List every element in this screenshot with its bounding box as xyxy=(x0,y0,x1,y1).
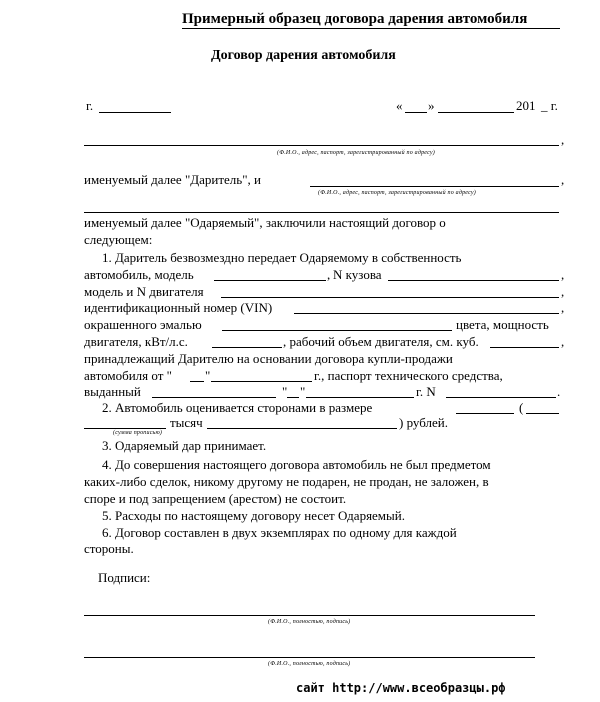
color-power-label: цвета, мощность xyxy=(456,317,549,332)
paint-label: окрашенного эмалью xyxy=(84,317,202,332)
giver-blank xyxy=(84,145,559,146)
clause3: 3. Одаряемый дар принимает. xyxy=(102,438,267,453)
date-open-quote: « xyxy=(396,98,403,113)
footer-site-link[interactable]: сайт http://www.всеобразцы.рф xyxy=(296,681,506,695)
comma: , xyxy=(561,172,565,187)
body-no-label: N кузова xyxy=(333,267,382,282)
year-no-label: г. N xyxy=(416,384,436,399)
doc-heading: Примерный образец договора дарения автомобиля xyxy=(182,11,528,27)
quote-close: " xyxy=(300,384,306,399)
following: следующем: xyxy=(84,232,153,247)
model-blank xyxy=(214,280,326,281)
receiver-blank xyxy=(310,186,559,187)
issued-month-blank xyxy=(306,397,414,398)
clause5: 5. Расходы по настоящему договору несет Одаряемый. xyxy=(102,508,405,523)
paint-blank xyxy=(222,330,452,331)
paren-open: ( xyxy=(519,400,524,415)
body-no-blank xyxy=(388,280,559,281)
issued-blank xyxy=(152,397,276,398)
year-prefix: 201 xyxy=(516,98,536,113)
doc-title: Договор дарения автомобиля xyxy=(211,48,396,63)
comma: , xyxy=(561,334,565,349)
price-words-blank-2 xyxy=(84,428,166,429)
comma: , xyxy=(561,267,565,282)
month-blank xyxy=(438,112,514,113)
quote-open: " xyxy=(282,384,288,399)
giver-named: именуемый далее "Даритель", и xyxy=(84,172,261,187)
comma: , xyxy=(327,267,331,282)
day-blank xyxy=(405,112,427,113)
clause1-line1: 1. Даритель безвозмездно передает Одаряемому в собственность xyxy=(102,250,462,265)
signature-line-2 xyxy=(84,657,535,658)
clause4-line1: 4. До совершения настоящего договора автомобиль не был предметом xyxy=(102,457,491,472)
price-blank xyxy=(456,413,514,414)
receiver-blank-2 xyxy=(84,212,559,213)
clause6-line2: стороны. xyxy=(84,541,134,556)
model-label: автомобиль, модель xyxy=(84,267,194,282)
engine-label: модель и N двигателя xyxy=(84,284,204,299)
caption-fio-address: (Ф.И.О., адрес, паспорт, зарегистрированный по адресу) xyxy=(318,190,476,196)
caption-fio-address: (Ф.И.О., адрес, паспорт, зарегистрированный по адресу) xyxy=(277,150,435,156)
volume-label: , рабочий объем двигателя, см. куб. xyxy=(283,334,479,349)
issued-number-blank xyxy=(446,397,556,398)
car-date-blank xyxy=(211,381,312,382)
issued-day-blank xyxy=(287,397,299,398)
city-blank xyxy=(99,112,171,113)
power-label: двигателя, кВт/л.с. xyxy=(84,334,188,349)
car-day-blank xyxy=(190,381,204,382)
comma: , xyxy=(561,300,565,315)
price-rest-blank xyxy=(207,428,397,429)
car-from-quote: " xyxy=(205,368,211,383)
clause4-line3: споре и под запрещением (арестом) не состоит. xyxy=(84,491,347,506)
clause6-line1: 6. Договор составлен в двух экземплярах по одному для каждой xyxy=(102,525,457,540)
price-words-blank xyxy=(526,413,559,414)
power-blank xyxy=(212,347,282,348)
signature-line-1 xyxy=(84,615,535,616)
clause4-line2: каких-либо сделок, никому другому не подарен, не продан, не заложен, в xyxy=(84,474,489,489)
date-close-quote: » xyxy=(428,98,435,113)
city-prefix: г. xyxy=(86,98,94,113)
caption-fio-signature: (Ф.И.О., полностью, подпись) xyxy=(268,619,351,625)
volume-blank xyxy=(490,347,559,348)
passport-label: г., паспорт технического средства, xyxy=(314,368,503,383)
end-dot: . xyxy=(557,384,561,399)
comma: , xyxy=(561,284,565,299)
engine-blank xyxy=(221,297,559,298)
vin-blank xyxy=(294,313,559,314)
issued-label: выданный xyxy=(84,384,141,399)
year-suffix: _ г. xyxy=(541,98,558,113)
clause2-line1: 2. Автомобиль оценивается сторонами в размере xyxy=(102,400,373,415)
vin-label: идентификационный номер (VIN) xyxy=(84,300,273,315)
caption-fio-signature: (Ф.И.О., полностью, подпись) xyxy=(268,661,351,667)
caption-price-words: (сумма прописью) xyxy=(113,430,163,436)
heading-underline xyxy=(182,28,560,29)
signatures-label: Подписи: xyxy=(98,570,151,585)
receiver-named: именуемый далее "Одаряемый", заключили настоящий договор о xyxy=(84,215,446,230)
thousand-label: тысяч xyxy=(170,415,203,430)
comma: , xyxy=(561,132,565,147)
rubles-label: ) рублей. xyxy=(399,415,448,430)
belong-line: принадлежащий Дарителю на основании договора купли-продажи xyxy=(84,351,453,366)
car-from-label: автомобиля от " xyxy=(84,368,172,383)
